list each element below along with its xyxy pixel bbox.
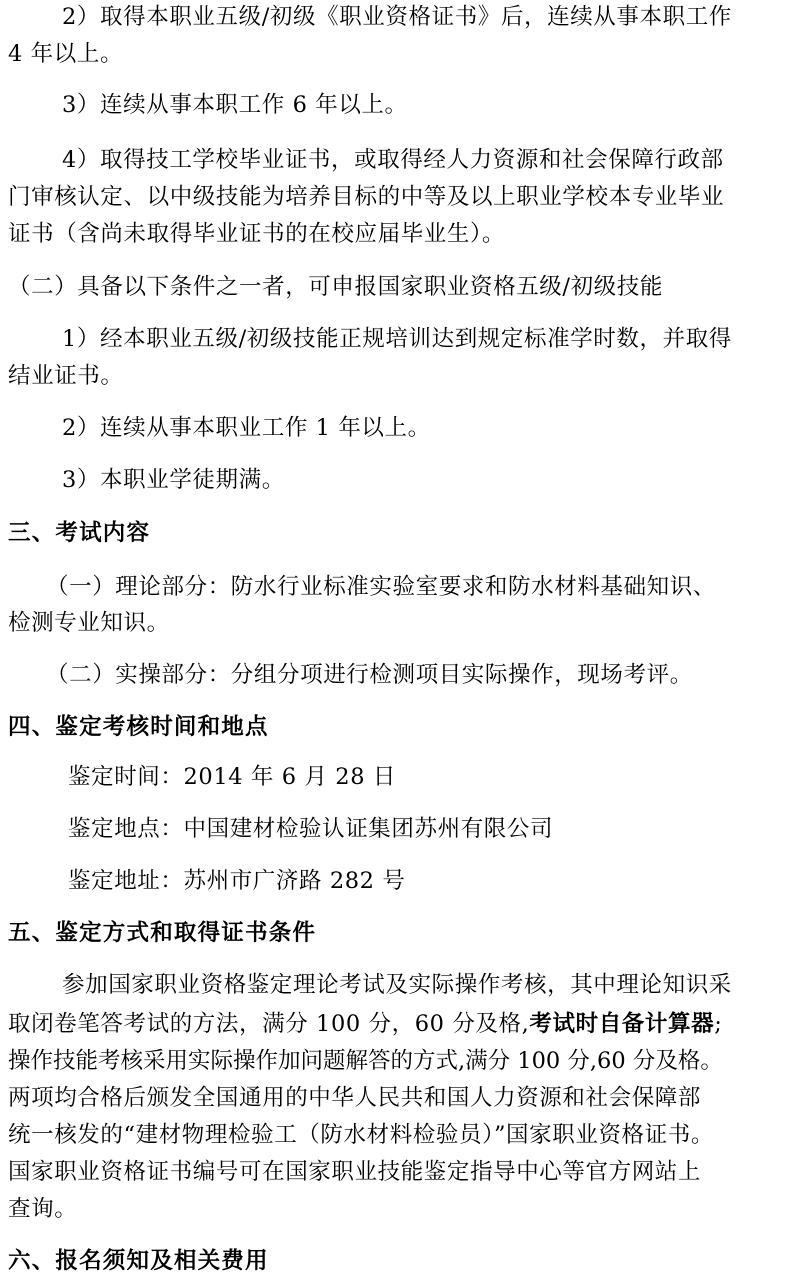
condition-item-3: 3）连续从事本职工作 6 年以上。 [62,92,408,118]
theory-part-cont: 检测专业知识。 [8,610,170,636]
method-text: 取闭卷笔答考试的方法，满分 100 分，60 分及格, [8,1011,530,1037]
section-5-heading: 五、鉴定方式和取得证书条件 [8,920,317,946]
calculator-notice: 考试时自备计算器 [529,1011,715,1037]
method-paragraph-line-5: 统一核发的“建材物理检验工（防水材料检验员）”国家职业资格证书。 [8,1122,714,1148]
method-paragraph-line-4: 两项均合格后颁发全国通用的中华人民共和国人力资源和社会保障部 [8,1085,702,1111]
section-3-heading: 三、考试内容 [8,520,151,546]
practice-part: （二）实操部分：分组分项进行检测项目实际操作，现场考评。 [46,662,693,688]
method-paragraph-line-7: 查询。 [8,1196,78,1222]
level5-item-1: 1）经本职业五级/初级技能正规培训达到规定标准学时数，并取得 [62,326,732,352]
condition-item-2-cont: 4 年以上。 [8,41,124,67]
section-6-heading: 六、报名须知及相关费用 [8,1248,269,1274]
method-paragraph-line-1: 参加国家职业资格鉴定理论考试及实际操作考核，其中理论知识采 [62,972,732,998]
section-4-heading: 四、鉴定考核时间和地点 [8,714,269,740]
condition-item-4-cont-2: 证书（含尚未取得毕业证书的在校应届毕业生）。 [8,221,505,247]
subsection-level5-heading: （二）具备以下条件之一者，可申报国家职业资格五级/初级技能 [8,274,663,300]
condition-item-2: 2）取得本职业五级/初级《职业资格证书》后，连续从事本职工作 [62,4,732,30]
condition-item-4-cont-1: 门审核认定、以中级技能为培养目标的中等及以上职业学校本专业毕业 [8,184,725,210]
method-paragraph-line-3: 操作技能考核采用实际操作加问题解答的方式,满分 100 分,60 分及格。 [8,1048,723,1074]
method-paragraph-line-2 [8,1009,722,1039]
level5-item-3: 3）本职业学徒期满。 [62,467,285,493]
level5-item-1-cont: 结业证书。 [8,363,124,389]
exam-date: 鉴定时间：2014 年 6 月 28 日 [68,764,396,790]
exam-address: 鉴定地址：苏州市广济路 282 号 [68,868,406,894]
exam-location: 鉴定地点：中国建材检验认证集团苏州有限公司 [68,816,554,842]
level5-item-2: 2）连续从事本职业工作 1 年以上。 [62,415,431,441]
condition-item-4: 4）取得技工学校毕业证书，或取得经人力资源和社会保障行政部 [62,147,724,173]
method-paragraph-line-6: 国家职业资格证书编号可在国家职业技能鉴定指导中心等官方网站上 [8,1159,702,1185]
theory-part: （一）理论部分：防水行业标准实验室要求和防水材料基础知识、 [46,574,716,600]
method-punct: ; [714,1011,723,1037]
